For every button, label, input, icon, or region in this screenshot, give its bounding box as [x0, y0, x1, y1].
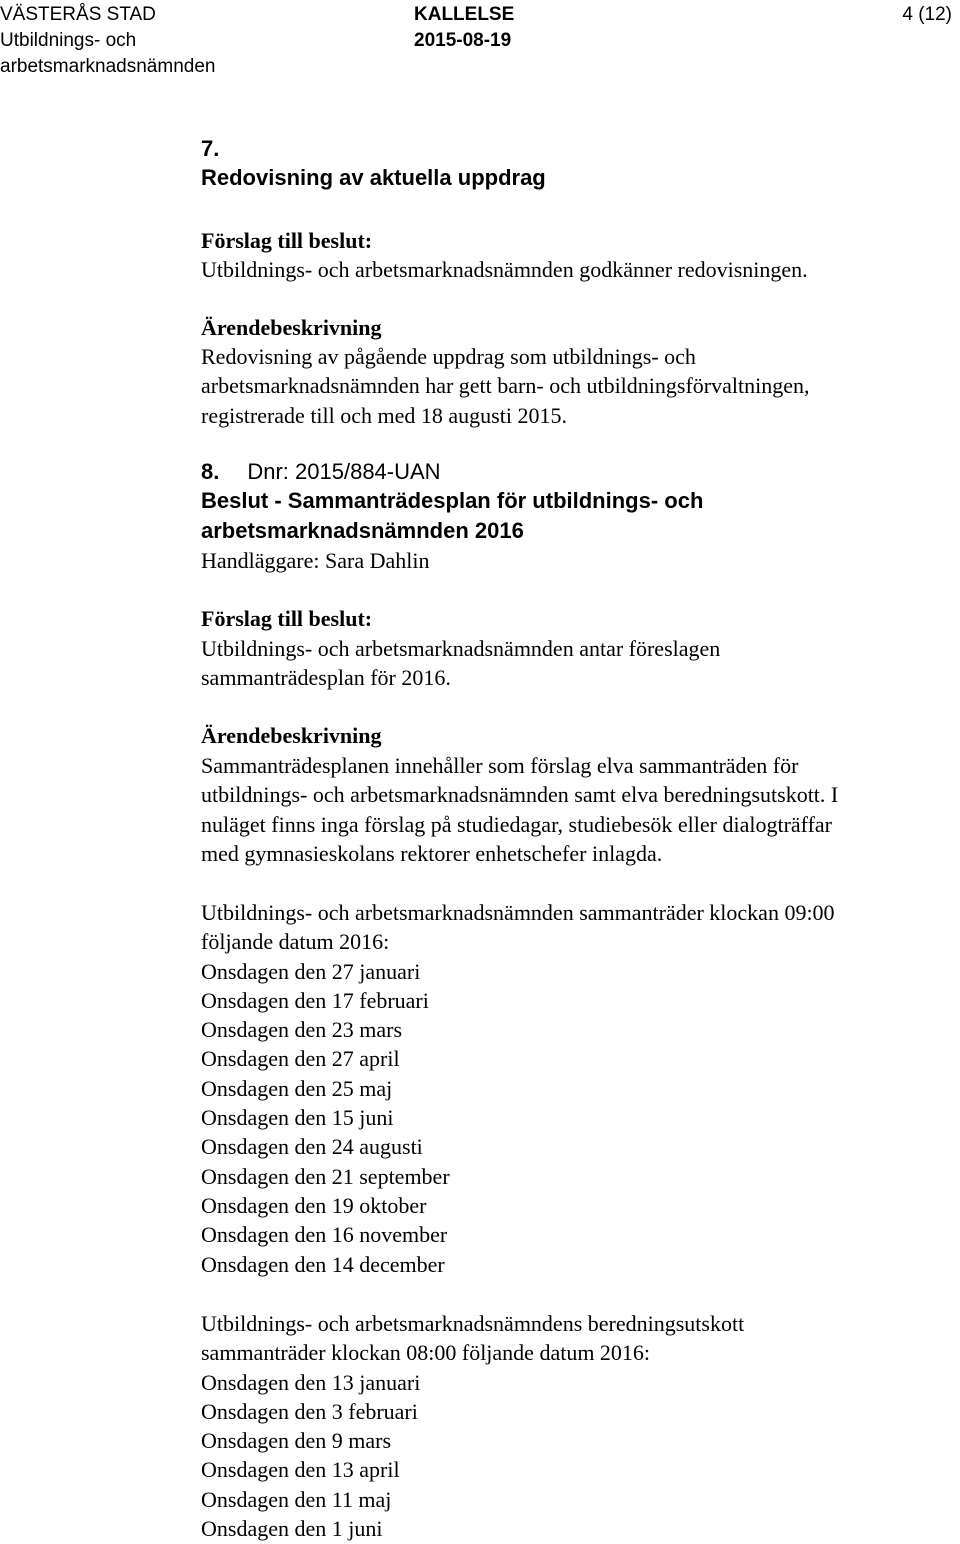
committee-date: Onsdagen den 3 februari — [201, 1398, 418, 1424]
board-date: Onsdagen den 27 januari — [201, 958, 421, 984]
board-date: Onsdagen den 23 mars — [201, 1017, 403, 1043]
header-org-line2: Utbildnings- och — [0, 30, 137, 51]
item7-description-line: Redovisning av pågående uppdrag som utbildnings- och — [201, 344, 696, 369]
board-date: Onsdagen den 21 september — [201, 1163, 450, 1189]
board-date: Onsdagen den 17 februari — [201, 987, 429, 1013]
committee-date: Onsdagen den 1 juni — [201, 1516, 383, 1542]
item7-proposal-heading: Förslag till beslut: — [201, 228, 373, 253]
item8-description-line: med gymnasieskolans rektorer enhetschefer inlagda. — [201, 840, 663, 866]
committee-intro-line: Utbildnings- och arbetsmarknadsnämndens beredningsutskott — [201, 1311, 745, 1336]
item7-description-heading: Ärendebeskrivning — [201, 315, 382, 340]
item8-title-line: arbetsmarknadsnämnden 2016 — [201, 518, 524, 543]
item8-proposal-line: sammanträdesplan för 2016. — [201, 665, 451, 691]
board-date: Onsdagen den 15 juni — [201, 1105, 394, 1131]
committee-intro-line: sammanträder klockan 08:00 följande datum 2016: — [201, 1340, 651, 1366]
item7-proposal-text: Utbildnings- och arbetsmarknadsnämnden godkänner redovisningen. — [201, 257, 808, 282]
header-date: 2015-08-19 — [414, 30, 512, 51]
header-org-line3: arbetsmarknadsnämnden — [0, 56, 216, 77]
item8-description — [201, 751, 946, 868]
item8-number: 8. — [201, 459, 220, 484]
board-date: Onsdagen den 24 augusti — [201, 1134, 423, 1160]
board-intro-line: följande datum 2016: — [201, 929, 390, 955]
committee-schedule — [201, 1309, 946, 1543]
item8-title-line: Beslut - Sammanträdesplan för utbildnings- och — [201, 488, 704, 513]
item8-description-heading: Ärendebeskrivning — [201, 723, 382, 748]
header-document-info — [414, 2, 514, 54]
item8-handler: Handläggare: Sara Dahlin — [201, 548, 430, 573]
item7-description-line: registrerade till och med 18 augusti 2015. — [201, 402, 567, 428]
board-date: Onsdagen den 25 maj — [201, 1075, 393, 1101]
item8-proposal-heading: Förslag till beslut: — [201, 606, 373, 631]
committee-date: Onsdagen den 13 april — [201, 1457, 400, 1483]
item7-title: Redovisning av aktuella uppdrag — [201, 165, 546, 190]
committee-date: Onsdagen den 11 maj — [201, 1486, 392, 1512]
header-page-number: 4 (12) — [902, 4, 952, 25]
item7-number: 7. — [201, 136, 220, 161]
committee-date: Onsdagen den 13 januari — [201, 1369, 421, 1395]
item8-description-line: utbildnings- och arbetsmarknadsnämnden samt elva beredningsutskott. I — [201, 782, 839, 808]
header-org-line1: VÄSTERÅS STAD — [0, 4, 156, 25]
item7-description — [201, 342, 946, 430]
board-intro-line: Utbildnings- och arbetsmarknadsnämnden sammanträder klockan 09:00 — [201, 900, 835, 925]
board-date: Onsdagen den 16 november — [201, 1222, 448, 1248]
item8-proposal — [201, 634, 946, 693]
item8-proposal-line: Utbildnings- och arbetsmarknadsnämnden antar föreslagen — [201, 636, 721, 661]
header-organization — [0, 2, 215, 80]
item8-dnr: Dnr: 2015/884-UAN — [247, 459, 441, 484]
item7-description-line: arbetsmarknadsnämnden har gett barn- och utbildningsförvaltningen, — [201, 373, 810, 399]
header-doc-type: KALLELSE — [414, 4, 515, 25]
board-date: Onsdagen den 19 oktober — [201, 1192, 427, 1218]
committee-date: Onsdagen den 9 mars — [201, 1428, 392, 1454]
board-date: Onsdagen den 14 december — [201, 1251, 445, 1277]
item8-description-line: Sammanträdesplanen innehåller som förslag elva sammanträden för — [201, 753, 799, 778]
board-date: Onsdagen den 27 april — [201, 1046, 400, 1072]
item8-heading-row — [201, 457, 441, 486]
board-schedule — [201, 898, 946, 1279]
item8-description-line: nuläget finns inga förslag på studiedagar, studiebesök eller dialogträffar — [201, 811, 833, 837]
